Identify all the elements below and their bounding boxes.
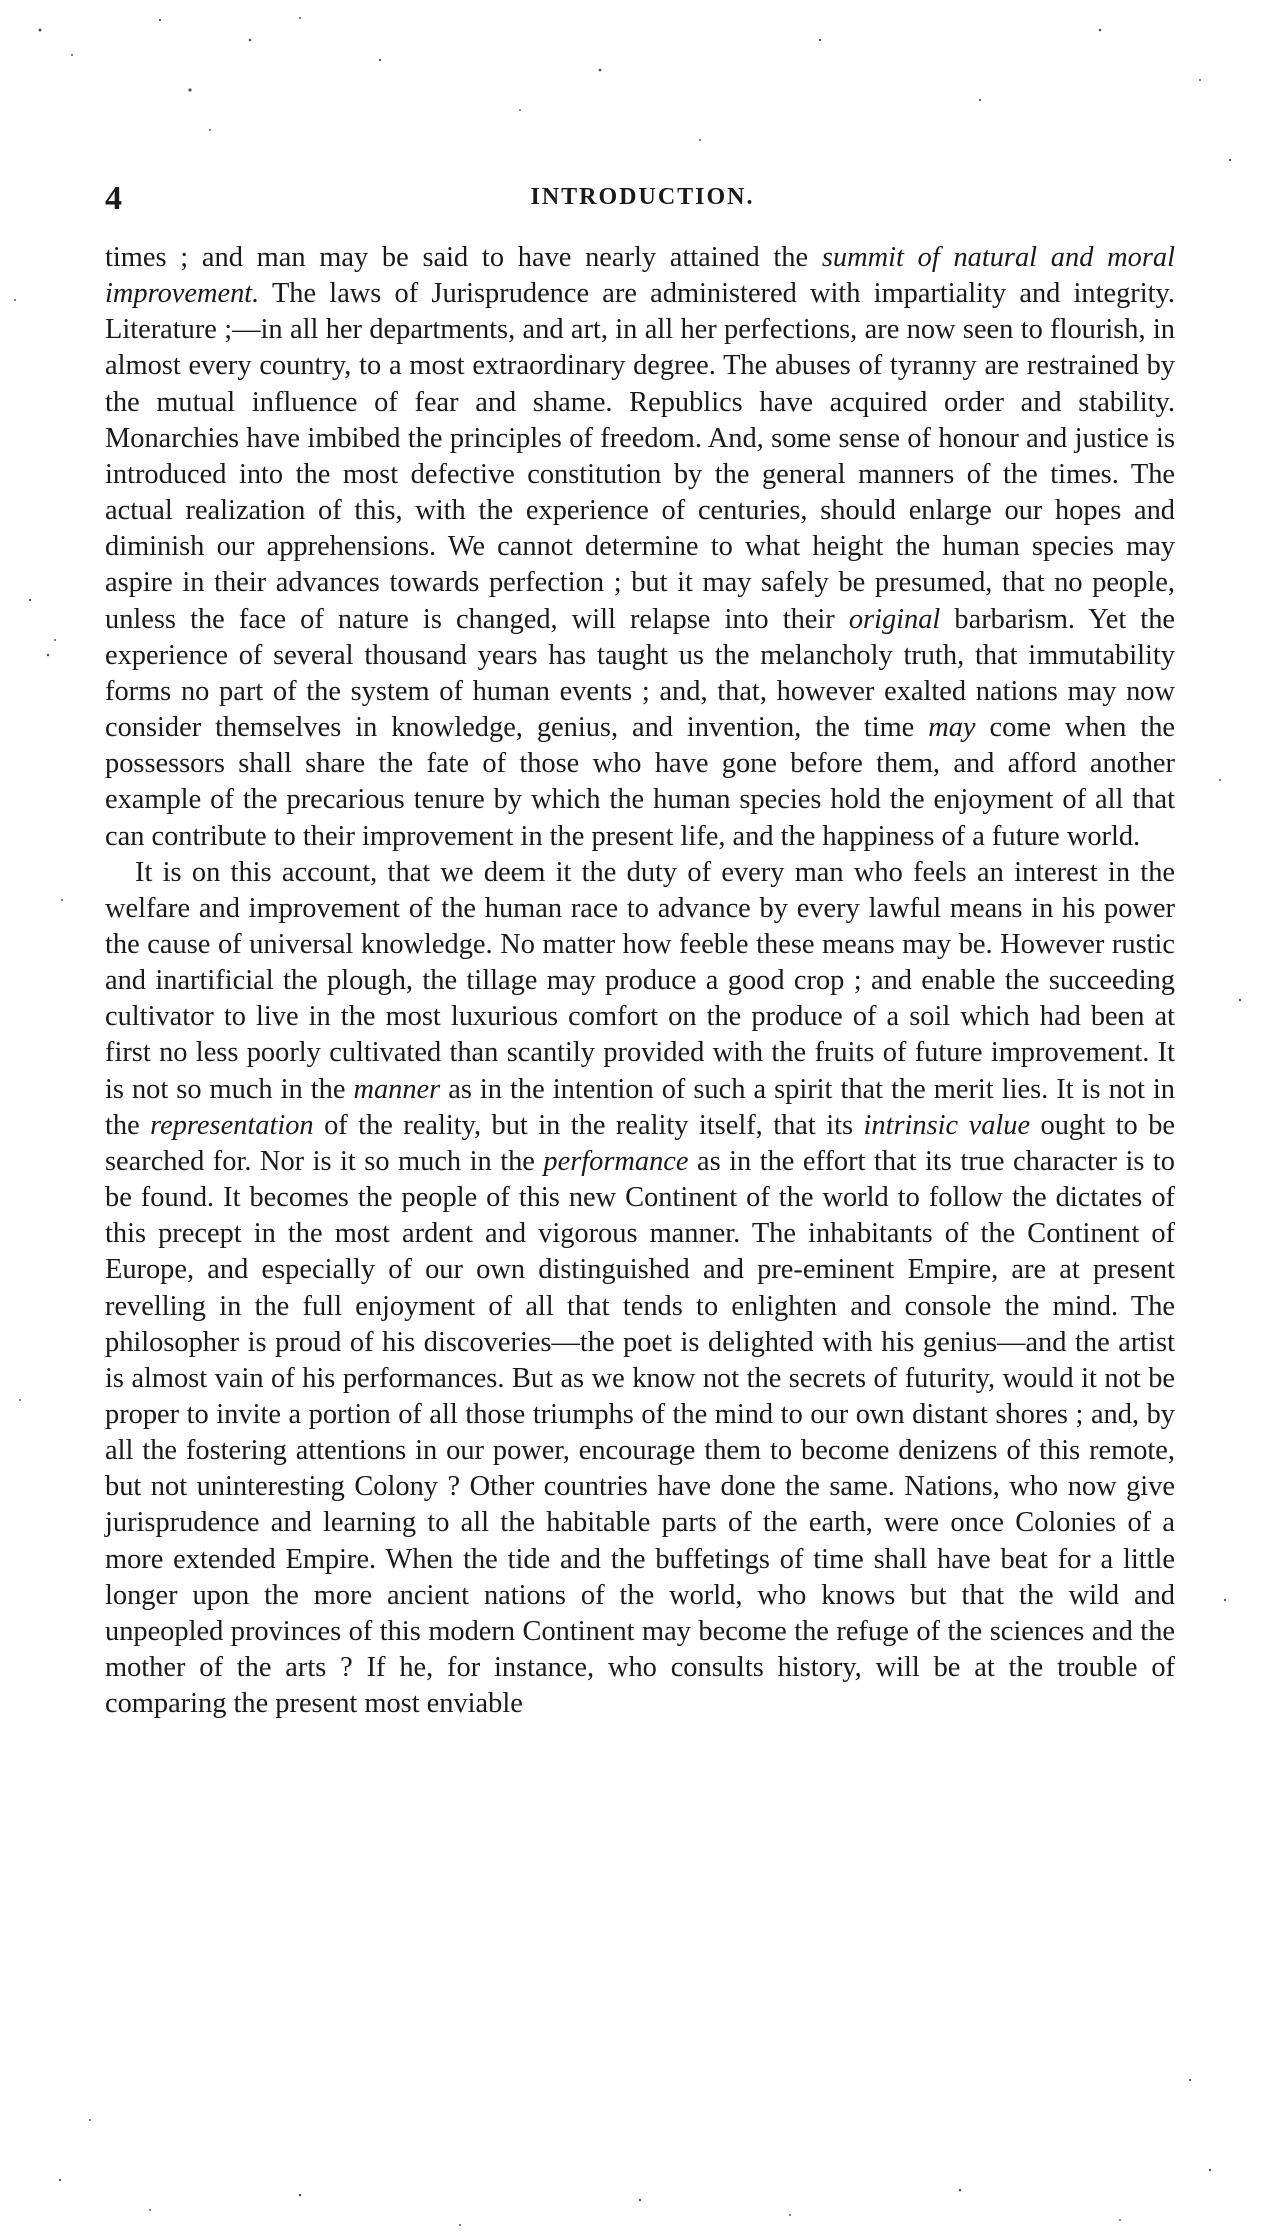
text-run: of the reality, but in the reality itself, that its — [313, 1109, 864, 1141]
text-run: The laws of Jurisprudence are administered with impartiality and integrity. Literature ;—in all her departments, and art, in all her perfections, are now seen to flourish, in almost every country, to a most extraordinary degree. The abuses of tyranny are restrained by the mutual influence of fear and shame. Republics have acquired order and stability. Monarchies have imbibed the principles of freedom. And, some sense of honour and justice is introduced into the most defective constitution by the general manners of the times. The actual realization of this, with the experience of centuries, should enlarge our hopes and diminish our apprehensions. We cannot determine to what height the human species may aspire in their advances towards perfection ; but it may safely be presumed, that no people, unless the face of nature is changed, will relapse into their — [105, 278, 1175, 635]
text-run: ought to be searched for. Nor is it so much in the — [105, 1109, 1175, 1177]
italic-text-run: original — [848, 603, 941, 635]
text-run: as in the intention of such a spirit that the merit lies. It is not in the — [105, 1073, 1175, 1141]
text-run: come when the possessors shall share the fate of those who have gone before them, and afford another example of the precarious tenure by which the human species hold the enjoyment of all that can contribute to their improvement in the present life, and the happiness of a future world. — [105, 712, 1176, 852]
body-text — [105, 240, 1175, 1722]
italic-text-run: manner — [353, 1073, 441, 1105]
running-title: INTRODUCTION. — [530, 184, 755, 210]
paragraph — [105, 240, 1175, 855]
italic-text-run: performance — [543, 1145, 689, 1177]
text-run: It is on this account, that we deem it the duty of every man who feels an interest in the welfare and improvement of the human race to advance by every lawful means in his power the cause of universal knowledge. No matter how feeble these means may be. However rustic and inartificial the plough, the tillage may produce a good crop ; and enable the succeeding cultivator to live in the most luxurious comfort on the produce of a soil which had been at first no less poorly cultivated than scantily provided with the fruits of future improvement. It is not so much in the — [105, 856, 1175, 1105]
text-run: as in the effort that its true character is to be found. It becomes the people of this new Continent of the world to follow the dictates of this precept in the most ardent and vigorous manner. The inhabitants of the Continent of Europe, and especially of our own distinguished and pre-eminent Empire, are at present revelling in the full enjoyment of all that tends to enlighten and console the mind. The philosopher is proud of his discoveries—the poet is delighted with his genius—and the artist is almost vain of his performances. But as we know not the secrets of futurity, would it not be proper to invite a portion of all those triumphs of the mind to our own distant shores ; and, by all the fostering attentions in our power, encourage them to become denizens of this remote, but not uninteresting Colony ? Other countries have done the same. Nations, who now give jurisprudence and learning to all the habitable parts of the earth, were once Colonies of a more extended Empire. When the tide and the buffetings of time shall have beat for a little longer upon the more ancient nations of the world, who knows but that the wild and unpeopled provinces of this modern Continent may become the refuge of the sciences and the mother of the arts ? If he, for instance, who consults history, will be at the trouble of comparing the present most enviable — [105, 1145, 1176, 1720]
italic-text-run: intrinsic value — [863, 1109, 1031, 1141]
paragraph — [105, 855, 1175, 1723]
italic-text-run: representation — [150, 1109, 314, 1141]
running-head — [105, 180, 1180, 220]
italic-text-run: summit of natural and moral improvement. — [105, 242, 1175, 310]
text-run: barbarism. Yet the experience of several thousand years has taught us the melancholy truth, that immutability forms no part of the system of human events ; and, that, however exalted nations may now consider themselves in knowledge, genius, and invention, the time — [105, 603, 1175, 744]
italic-text-run: may — [928, 712, 976, 744]
page-number: 4 — [105, 180, 122, 217]
text-run: times ; and man may be said to have nearly attained the — [105, 242, 822, 273]
